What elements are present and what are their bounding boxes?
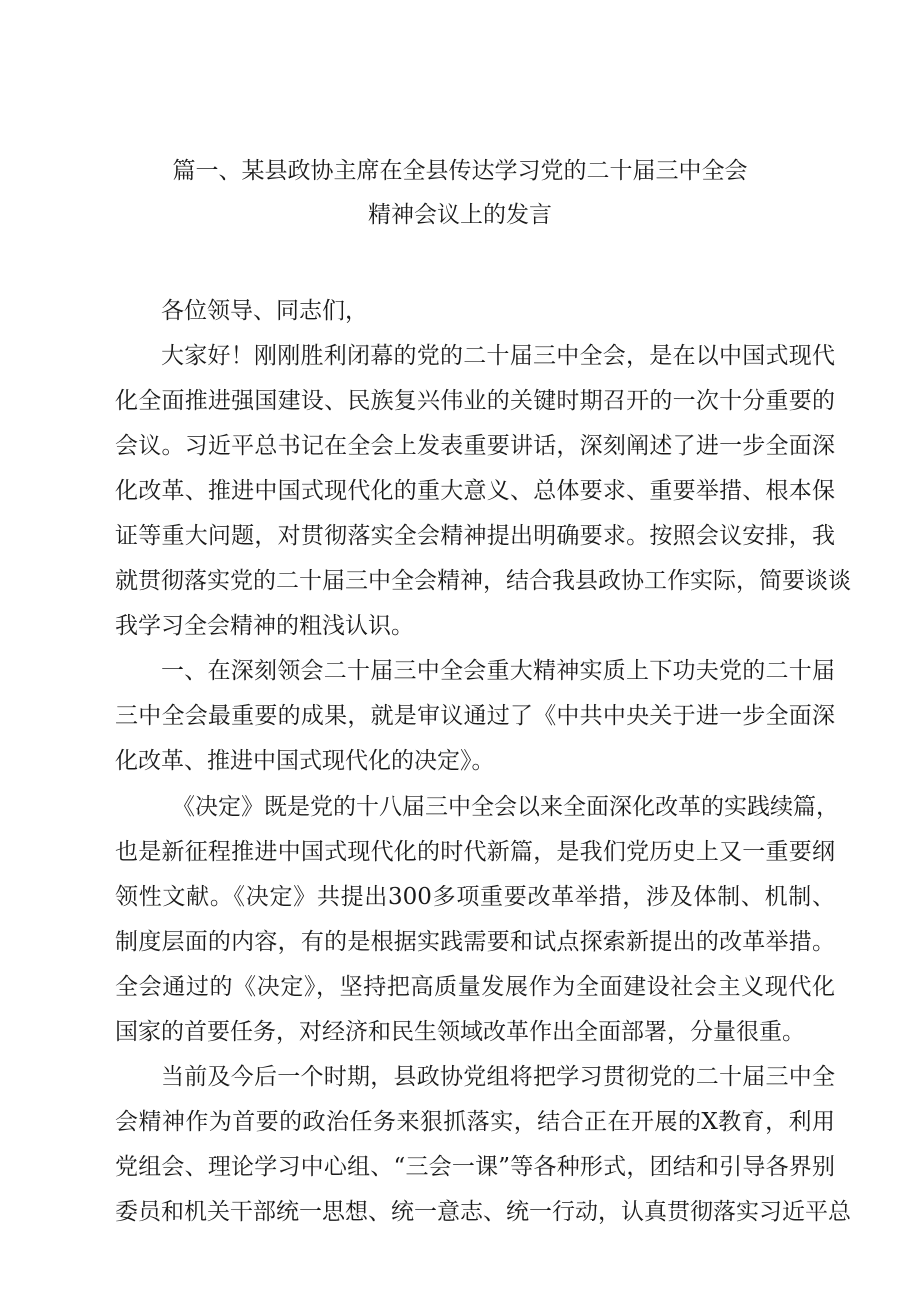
paragraph-2-line: 化改革、推进中国式现代化的决定》。 [115, 748, 495, 774]
paragraph-4-line: 党组会、理论学习中心组、“三会一课”等各种形式，团结和引导各界别 [115, 1154, 835, 1180]
paragraph-2-line: 三中全会最重要的成果，就是审议通过了《中共中央关于进一步全面深 [115, 703, 835, 729]
paragraph-1-line: 化全面推进强国建设、民族复兴伟业的关键时期召开的一次十分重要的 [115, 388, 835, 414]
paragraph-4-line: 当前及今后一个时期，县政协党组将把学习贯彻党的二十届三中全 [161, 1064, 835, 1090]
paragraph-1-line: 证等重大问题，对贯彻落实全会精神提出明确要求。按照会议安排，我 [115, 523, 835, 549]
paragraph-1-line: 会议。习近平总书记在全会上发表重要讲话，深刻阐述了进一步全面深 [115, 433, 835, 459]
paragraph-3-line: 领性文献。《决定》共提出300多项重要改革举措，涉及体制、机制、 [115, 884, 835, 910]
paragraph-1-line: 大家好！刚刚胜利闭幕的党的二十届三中全会，是在以中国式现代 [161, 343, 835, 369]
document-title-line-1: 篇一、某县政协主席在全县传达学习党的二十届三中全会 [172, 158, 748, 184]
paragraph-3-line: 制度层面的内容，有的是根据实践需要和试点探索新提出的改革举措。 [115, 929, 835, 955]
paragraph-4-line: 委员和机关干部统一思想、统一意志、统一行动，认真贯彻落实习近平总 [115, 1199, 851, 1225]
paragraph-3-line: 也是新征程推进中国式现代化的时代新篇，是我们党历史上又一重要纲 [115, 839, 835, 865]
section-heading-1: 一、在深刻领会二十届三中全会重大精神实质上下功夫党的二十届 [161, 658, 835, 684]
paragraph-3-line: 全会通过的《决定》，坚持把高质量发展作为全面建设社会主义现代化 [115, 974, 835, 1000]
paragraph-4-line: 会精神作为首要的政治任务来狠抓落实，结合正在开展的X教育，利用 [115, 1109, 835, 1135]
paragraph-3-line: 国家的首要任务，对经济和民生领域改革作出全面部署，分量很重。 [115, 1019, 805, 1045]
paragraph-1-line: 我学习全会精神的粗浅认识。 [115, 613, 414, 639]
paragraph-3-line: 《决定》既是党的十八届三中全会以来全面深化改革的实践续篇， [172, 794, 839, 820]
paragraph-1-line: 化改革、推进中国式现代化的重大意义、总体要求、重要举措、根本保 [115, 478, 835, 504]
salutation: 各位领导、同志们， [161, 298, 368, 324]
document-title-line-2: 精神会议上的发言 [368, 202, 552, 228]
paragraph-1-line: 就贯彻落实党的二十届三中全会精神，结合我县政协工作实际，简要谈谈 [115, 568, 851, 594]
